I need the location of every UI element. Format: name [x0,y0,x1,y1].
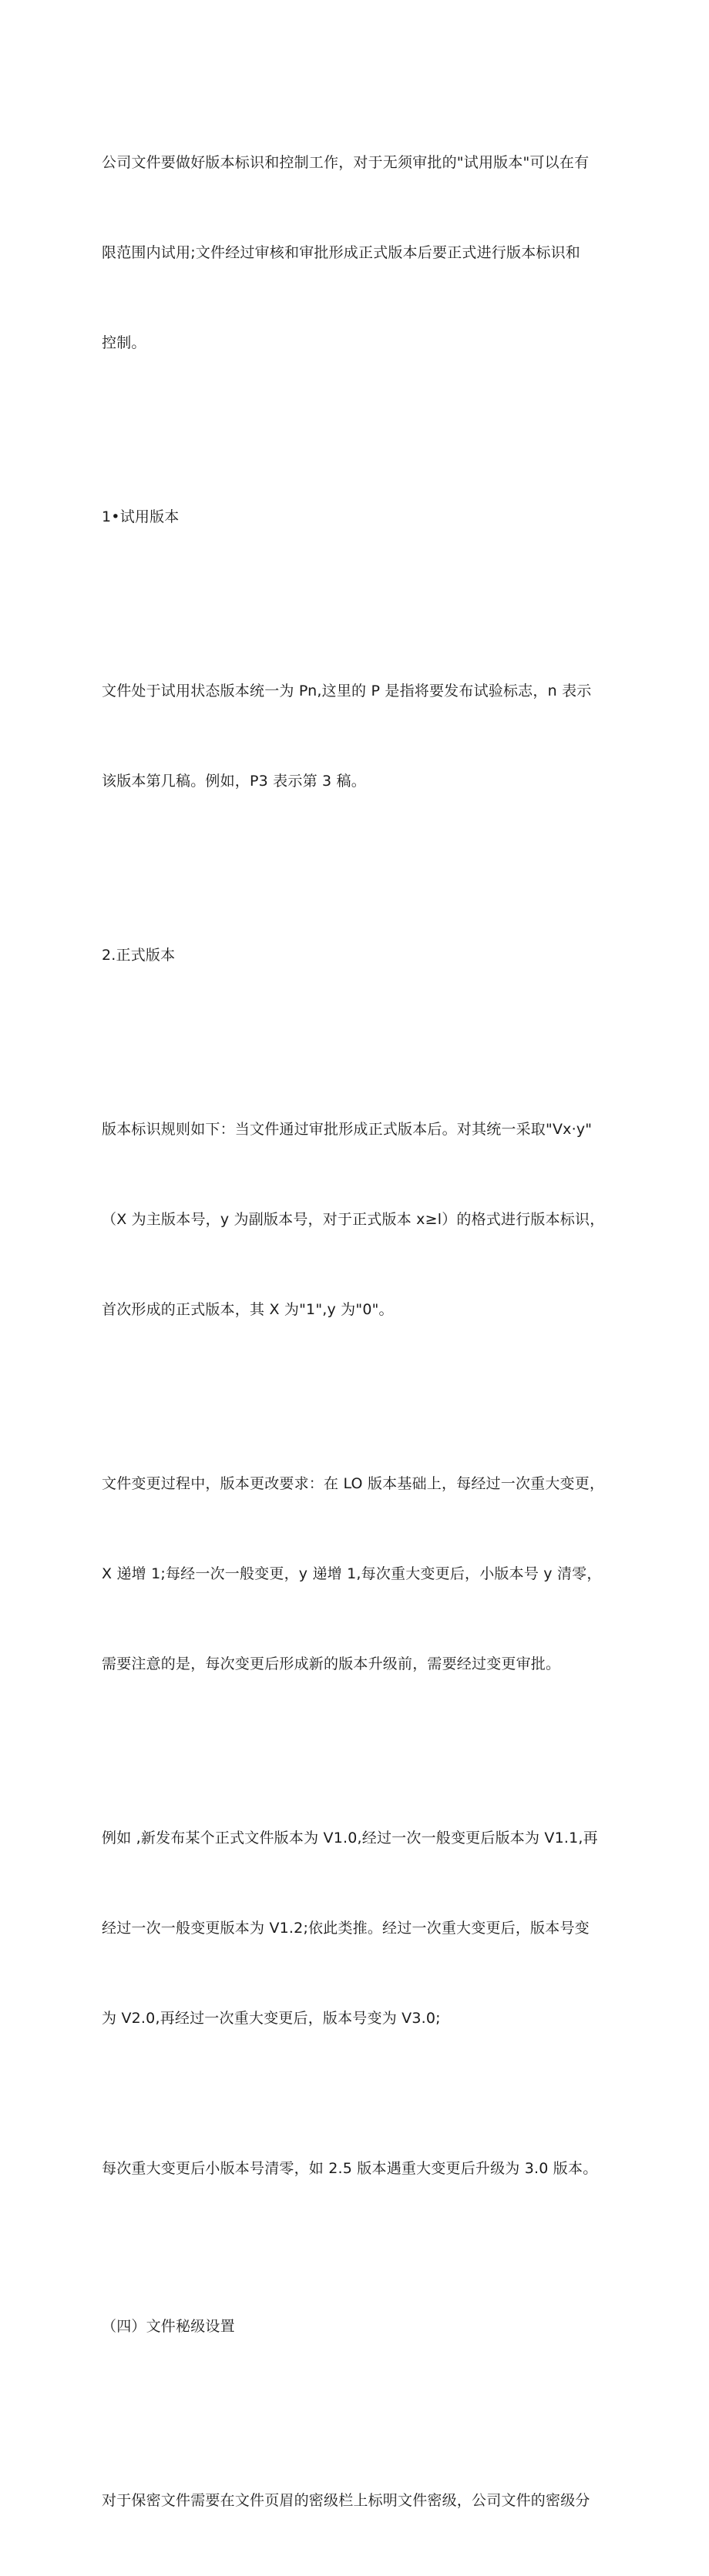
text-line: 控制。 [102,334,146,351]
paragraph-example [102,1763,618,2094]
text-line: 需要注意的是，每次变更后形成新的版本升级前，需要经过变更审批。 [102,1655,561,1672]
text-line: 文件处于试用状态版本统一为 Pn,这里的 P 是指将要发布试验标志，n 表示 [102,683,592,699]
paragraph-example-note [102,2094,618,2244]
section-heading: （四）文件秘级设置 [102,2318,235,2335]
text-line: （X 为主版本号，y 为副版本号，对于正式版本 x≥l）的格式进行版本标识， [102,1211,605,1228]
paragraph-change-rules [102,1409,618,1739]
text-line: 经过一次一般变更版本为 V1.2;依此类推。经过一次重大变更后，版本号变 [102,1920,590,1937]
text-line: 为 V2.0,再经过一次重大变更后，版本号变为 V3.0; [102,2010,441,2027]
heading-file-secrecy [102,2252,618,2402]
text-line: X 递增 1;每经一次一般变更，y 递增 1,每次重大变更后，小版本号 y 清零， [102,1565,602,1582]
paragraph-formal-rules [102,1055,618,1385]
paragraph-trial-description [102,616,618,857]
text-line: 文件变更过程中，版本更改要求：在 LO 版本基础上，每经过一次重大变更， [102,1475,605,1492]
paragraph-intro [102,88,618,418]
text-line: 每次重大变更后小版本号清零，如 2.5 版本遇重大变更后升级为 3.0 版本。 [102,2160,598,2177]
text-line: 限范围内试用;文件经过审核和审批形成正式版本后要正式进行版本标识和 [102,244,581,261]
heading-formal-version [102,880,618,1031]
text-line: 例如 ,新发布某个正式文件版本为 V1.0,经过一次一般变更后版本为 V1.1,再 [102,1830,598,1846]
text-line: 版本标识规则如下：当文件通过审批形成正式版本后。对其统一采取"Vx·y" [102,1121,593,1138]
section-heading: 1•试用版本 [102,508,180,525]
section-heading: 2.正式版本 [102,947,176,964]
document-body [102,88,618,2576]
text-line: 对于保密文件需要在文件页眉的密级栏上标明文件密级，公司文件的密级分 [102,2492,590,2509]
paragraph-secrecy-description [102,2426,618,2576]
text-line: 公司文件要做好版本标识和控制工作，对于无须审批的"试用版本"可以在有 [102,154,590,171]
text-line: 该版本第几稿。例如，P3 表示第 3 稿。 [102,773,366,790]
heading-trial-version [102,442,618,592]
text-line: 首次形成的正式版本，其 X 为"1",y 为"0"。 [102,1301,394,1318]
